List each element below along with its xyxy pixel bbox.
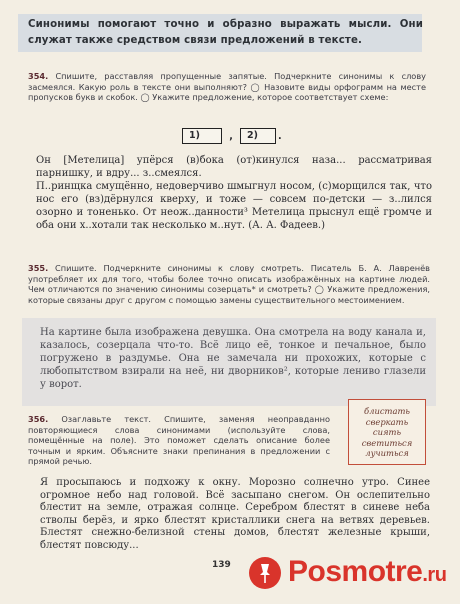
scheme-box-2: 2)	[240, 128, 276, 144]
synonym-side-box	[348, 399, 426, 465]
exercise-instruction-text: Спишите. Подчеркните синонимы к слову смотреть. Писатель Б. А. Лавренёв употребляет их для того, чтобы более точно описать изображённых на картине людей. Чем отличаются по значению синонимы созерцать* и смотреть? ◯ Укажите предложения, которые связаны друг с другом с помощью замены существительного местоимением.	[28, 263, 430, 305]
sentence-scheme	[182, 127, 288, 145]
scheme-period: .	[278, 130, 282, 142]
exercise-355-text: На картине была изображена девушка. Она смотрела на воду канала и, казалось, созерцала что-то. Всё лицо её, тонкое и печальное, было погружено в раздумье. Она не замечала ни прохожих, которые с любопытством взирали на неё, ни дворников², которые лениво глазели у ворот.	[40, 327, 426, 390]
exercise-number: 354.	[28, 71, 49, 81]
exercise-355-instruction	[28, 263, 430, 305]
pin-icon	[248, 556, 282, 590]
synonym-word: лучиться	[365, 448, 409, 459]
exercise-354-text-2: П..ринщка смущённо, недоверчиво шмыгнул носом, (с)морщился так, что нос его (вз)дёрнулся кверху, и тоже — совсем по-детски — з..лился озорно и тоненько. От неож..данности³ Метелица прыснул ещё громче и оба они х..хотали так несколько м..нут. (А. А. Фадеев.)	[36, 181, 432, 231]
exercise-356-instruction	[28, 414, 330, 467]
synonym-word: блистать	[364, 406, 410, 416]
synonym-word: светиться	[361, 437, 413, 448]
exercise-number: 355.	[28, 263, 49, 273]
exercise-number: 356.	[28, 414, 49, 424]
watermark-logo	[248, 548, 458, 598]
exercise-354-instruction	[28, 71, 426, 103]
exercise-354-text-1: Он [Метелица] упёрся (в)бока (от)кинулся наза... рассматривая парнишку, и вдру... з..смеялся.	[36, 155, 432, 179]
rule-text: Синонимы помогают точно и образно выражать мысли. Они служат также средством связи предложений в тексте.	[28, 19, 423, 46]
page-number: 139	[212, 560, 231, 570]
synonym-word: сиять	[372, 427, 402, 438]
exercise-instruction-text: Спишите, расставляя пропущенные запятые. Подчеркните синонимы к слову засмеялся. Какую роль в тексте они выполняют? ◯ Назовите виды орфограмм на месте пропусков букв и скобок. ◯ Укажите предложение, которое соответствует схеме:	[28, 71, 426, 103]
exercise-instruction-text: Озаглавьте текст. Спишите, заменяя неоправданно повторяющиеся слова синонимами (используйте слова, помещённые на поле). Это поможет сделать описание более точным и ярким. Объясните знаки препинания в предложении с прямой речью.	[28, 414, 330, 467]
scheme-box-1: 1)	[182, 128, 222, 144]
exercise-356-text: Я просыпаюсь и подхожу к окну. Морозно солнечно утро. Синее огромное небо над головой. Всё засыпано снегом. Он ослепительно блестит на земле, отражая солнце. Серебром блестят в синеве неба стволы берёз, и ярко блестят кристаллики снега на ветвях деревьев. Блестят снежно-белизной стены домов, блестят железные крыши, блестят повсюду...	[40, 477, 430, 551]
synonym-word: сверкать	[365, 416, 409, 427]
scheme-comma: ,	[229, 130, 233, 142]
watermark-text: Posmotre.ru	[288, 554, 447, 588]
